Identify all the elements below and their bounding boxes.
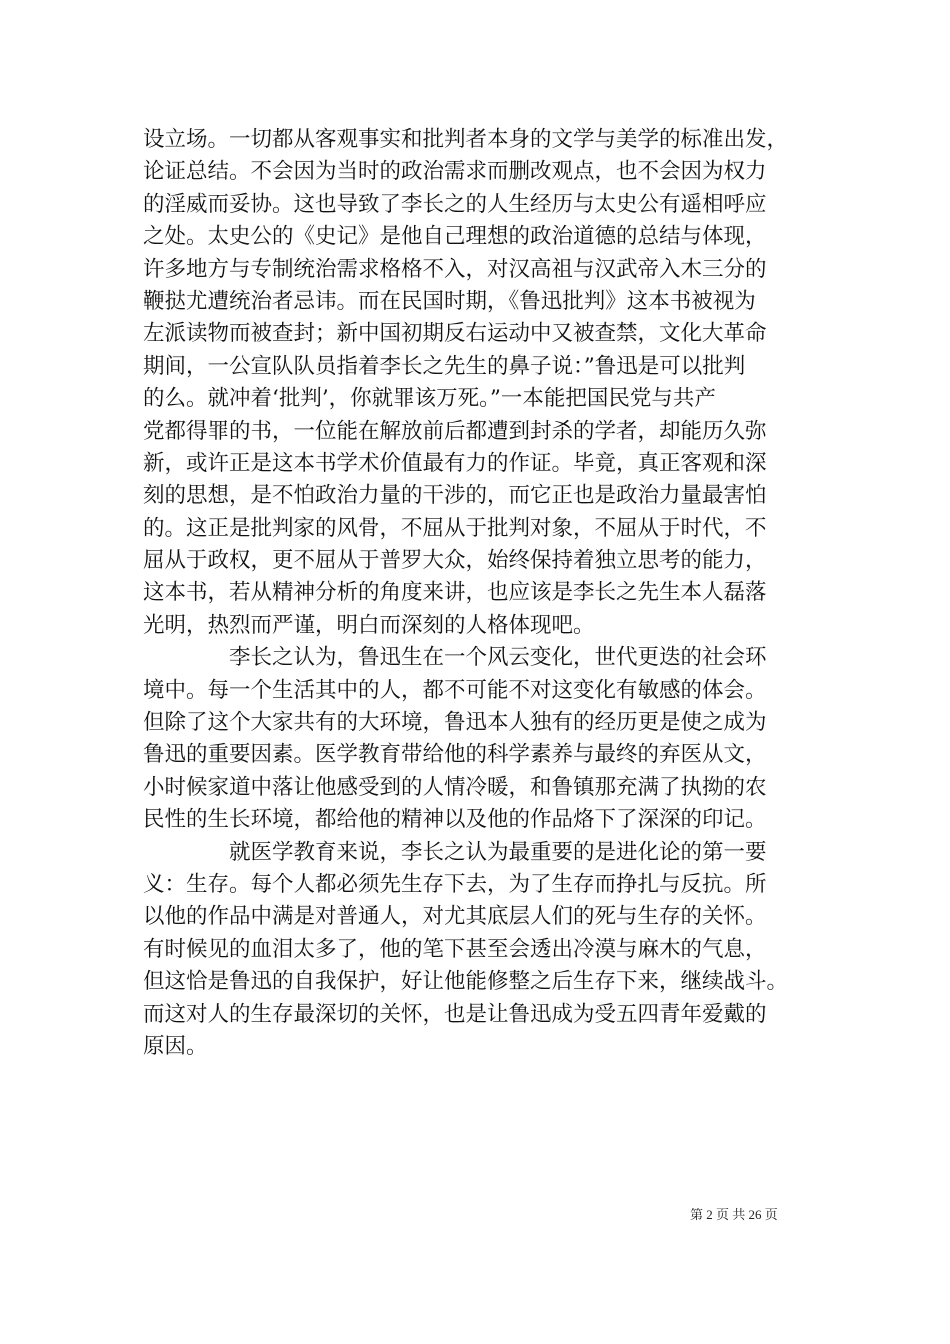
text-line: 鞭挞尤遭统治者忌讳。而在民国时期，《鲁迅批判》这本书被视为 xyxy=(143,288,756,314)
text-line: 的。这正是批判家的风骨，不屈从于批判对象，不屈从于时代，不 xyxy=(143,515,767,541)
text-line: 原因。 xyxy=(143,1033,208,1059)
text-line: 设立场。一切都从客观事实和批判者本身的文学与美学的标准出发， xyxy=(143,127,789,152)
text-line: 义：生存。每个人都必须先生存下去，为了生存而挣扎与反抗。所 xyxy=(143,871,767,897)
text-line: 光明，热烈而严谨，明白而深刻的人格体现吧。 xyxy=(143,612,595,638)
text-line: 刻的思想，是不怕政治力量的干涉的，而它正也是政治力量最害怕 xyxy=(143,483,767,509)
body-text xyxy=(143,124,813,1063)
text-line: 期间，一公宣队队员指着李长之先生的鼻子说：”鲁迅是可以批判 xyxy=(143,353,746,379)
text-line: 民性的生长环境，都给他的精神以及他的作品烙下了深深的印记。 xyxy=(143,807,767,833)
text-line: 以他的作品中满是对普通人，对尤其底层人们的死与生存的关怀。 xyxy=(143,904,767,930)
text-line: 屈从于政权，更不屈从于普罗大众，始终保持着独立思考的能力， xyxy=(143,548,767,574)
text-line: 而这对人的生存最深切的关怀，也是让鲁迅成为受五四青年爱戴的 xyxy=(143,1001,767,1027)
text-line: 这本书，若从精神分析的角度来讲，也应该是李长之先生本人磊落 xyxy=(143,580,767,606)
text-line: 左派读物而被查封；新中国初期反右运动中又被查禁，文化大革命 xyxy=(143,321,767,347)
text-line: 的淫威而妥协。这也导致了李长之的人生经历与太史公有遥相呼应 xyxy=(143,191,767,217)
text-line: 但除了这个大家共有的大环境，鲁迅本人独有的经历更是使之成为 xyxy=(143,710,767,736)
text-line: 境中。每一个生活其中的人，都不可能不对这变化有敏感的体会。 xyxy=(143,677,767,703)
text-line: 有时候见的血泪太多了，他的笔下甚至会透出冷漠与麻木的气息， xyxy=(143,936,767,962)
text-line: 鲁迅的重要因素。医学教育带给他的科学素养与最终的弃医从文， xyxy=(143,742,767,768)
text-line: 的么。就冲着‘批判’，你就罪该万死。”一本能把国民党与共产 xyxy=(143,386,716,412)
text-line: 但这恰是鲁迅的自我保护，好让他能修整之后生存下来，继续战斗。 xyxy=(143,969,789,995)
page-number: 第 2 页 共 26 页 xyxy=(690,1207,778,1222)
text-line: 就医学教育来说，李长之认为最重要的是进化论的第一要 xyxy=(143,839,767,865)
text-line: 论证总结。不会因为当时的政治需求而删改观点，也不会因为权力 xyxy=(143,159,767,185)
text-line: 小时候家道中落让他感受到的人情冷暖，和鲁镇那充满了执拗的农 xyxy=(143,774,767,800)
text-line: 李长之认为，鲁迅生在一个风云变化，世代更迭的社会环 xyxy=(143,645,767,671)
text-line: 许多地方与专制统治需求格格不入，对汉高祖与汉武帝入木三分的 xyxy=(143,256,767,282)
text-line: 之处。太史公的《史记》是他自己理想的政治道德的总结与体现， xyxy=(143,224,767,250)
text-line: 党都得罪的书，一位能在解放前后都遭到封杀的学者，却能历久弥 xyxy=(143,418,767,444)
text-line: 新，或许正是这本书学术价值最有力的作证。毕竟，真正客观和深 xyxy=(143,450,767,476)
